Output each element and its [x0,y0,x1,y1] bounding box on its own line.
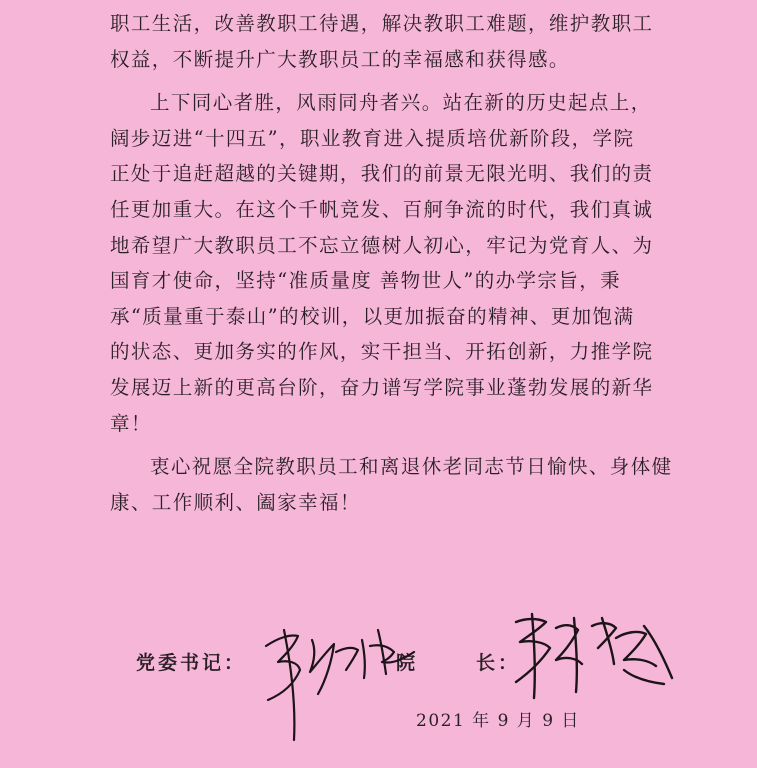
text-line: 国育才使命，坚持“准质量度 善物世人”的办学宗旨，秉 [110,269,622,293]
text-line: 任更加重大。在这个千帆竞发、百舸争流的时代，我们真诚 [110,197,654,221]
date: 2021 年 9 月 9 日 [416,711,580,731]
paragraph-3 [110,449,673,520]
text-line: 承“质量重于泰山”的校训，以更加振奋的精神、更加饱满 [110,304,635,328]
text-line: 章！ [110,411,152,435]
text-line: 康、工作顺利、阖家幸福！ [110,490,361,514]
text-line: 发展迈上新的更高台阶，奋力谱写学院事业蓬勃发展的新华 [110,375,654,399]
text-line: 的状态、更加务实的作风，实干担当、开拓创新，力推学院 [110,340,654,364]
text-line: 正处于追赶超越的关键期，我们的前景无限光明、我们的责 [110,162,654,186]
paragraph-2 [110,85,670,441]
text-line: 权益，不断提升广大教职员工的幸福感和获得感。 [110,47,570,71]
text-line: 地希望广大教职员工不忘立德树人初心，牢记为党育人、为 [110,233,654,257]
text-line: 职工生活，改善教职工待遇，解决教职工难题，维护教职工 [110,12,654,35]
dean-label-part-1: 院 [396,652,419,674]
party-secretary-signature [254,590,434,750]
dean-signature [506,608,682,700]
letter-body [110,6,673,520]
text-line: 阔步迈进“十四五”，职业教育进入提质培优新阶段，学院 [110,126,635,150]
dean-label-part-2: 长： [476,652,521,674]
text-line: 衷心祝愿全院教职员工和离退休老同志节日愉快、身体健 [150,455,673,479]
paragraph-1 [110,6,670,77]
party-secretary-label: 党委书记： [136,652,247,674]
text-line: 上下同心者胜，风雨同舟者兴。站在新的历史起点上， [150,91,652,115]
